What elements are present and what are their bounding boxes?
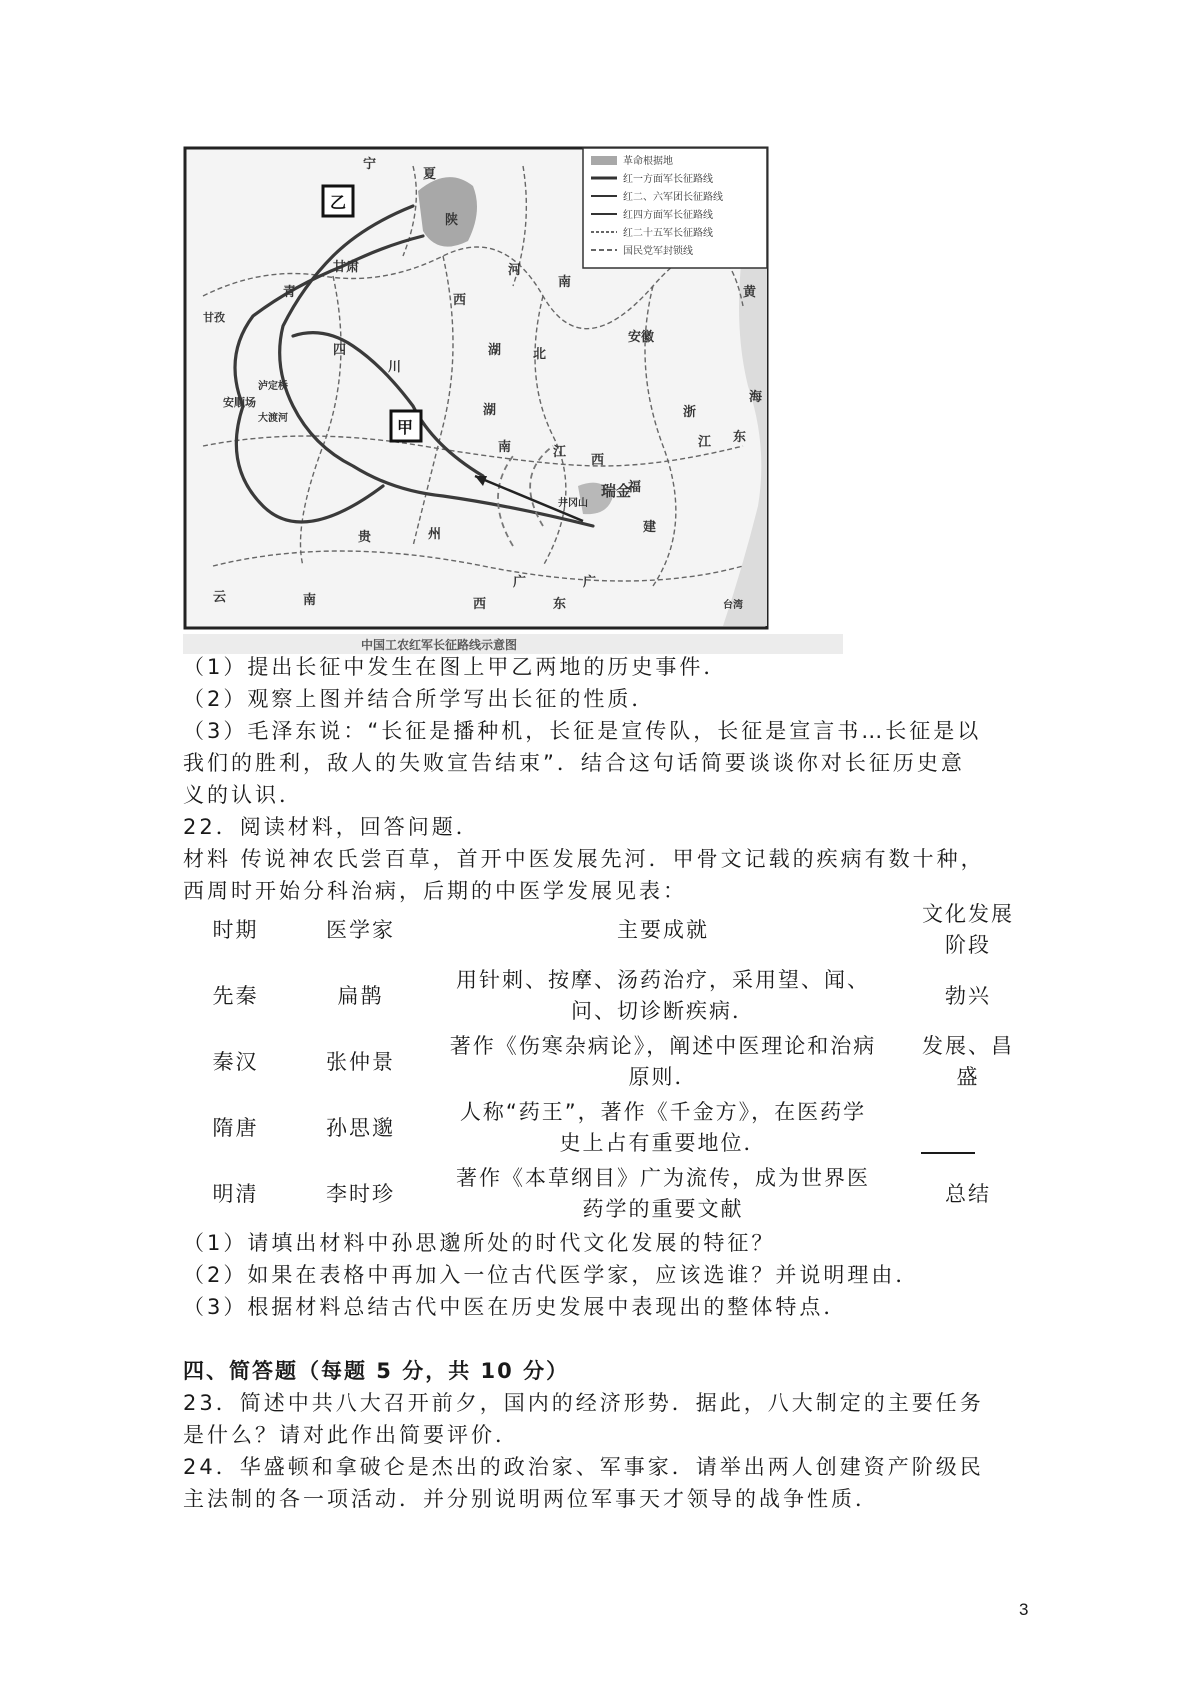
stage-line: 盛 xyxy=(956,1065,980,1089)
table-row xyxy=(183,1161,1043,1227)
place-label: 福 xyxy=(628,480,642,495)
place-label: 南 xyxy=(558,275,572,290)
achievement-line: 用针刺、按摩、汤药治疗，采用望、闻、 xyxy=(456,968,870,992)
place-label: 江 xyxy=(698,435,712,450)
legend-label: 红二、六军团长征路线 xyxy=(623,192,723,203)
place-label: 瑞金 xyxy=(601,482,632,500)
stage-line: 发展、昌 xyxy=(922,1034,1014,1058)
achievement-line: 著作《伤寒杂病论》，阐述中医理论和治病 xyxy=(449,1034,877,1058)
map-legend xyxy=(583,148,767,268)
place-label: 川 xyxy=(388,360,402,375)
q22-item-1: （1）请填出材料中孙思邈所处的时代文化发展的特征？ xyxy=(183,1231,776,1255)
achievement-line: 问、切诊断疾病． xyxy=(571,999,755,1023)
place-label: 安顺场 xyxy=(223,396,256,409)
map-caption: 中国工农红军长征路线示意图 xyxy=(361,638,518,652)
place-label: 西 xyxy=(591,453,605,468)
place-label: 黄 xyxy=(743,285,757,300)
place-label: 北 xyxy=(533,347,547,362)
header-stage xyxy=(893,897,1043,963)
medicine-table xyxy=(183,897,1043,1227)
q24-line2: 主法制的各一项活动．并分别说明两位军事天才领导的战争性质． xyxy=(183,1487,879,1511)
achievement-line: 著作《本草纲目》广为流传，成为世界医 xyxy=(456,1166,870,1190)
cell-stage xyxy=(893,1029,1043,1095)
cell-doctor: 李时珍 xyxy=(326,1181,395,1206)
q22-material-line2: 西周时开始分科治病，后期的中医学发展见表： xyxy=(183,879,687,903)
q23-line2: 是什么？请对此作出简要评价． xyxy=(183,1423,519,1447)
place-label: 宁 xyxy=(363,157,377,172)
table-row xyxy=(183,1095,1043,1161)
place-label: 江 xyxy=(553,445,567,460)
header-stage-line2: 阶段 xyxy=(945,933,991,957)
place-label: 浙 xyxy=(683,405,697,420)
cell-doctor: 扁鹊 xyxy=(337,983,384,1008)
q22-material-line1: 材料 传说神农氏尝百草，首开中医发展先河．甲骨文记载的疾病有数十种， xyxy=(183,847,985,871)
cell-period: 秦汉 xyxy=(212,1049,259,1074)
cell-achievement xyxy=(433,1095,893,1161)
place-label: 安徽 xyxy=(628,330,655,345)
marker-jia xyxy=(391,411,421,441)
legend-label: 革命根据地 xyxy=(623,156,673,167)
place-label: 青 xyxy=(283,285,297,300)
cell-period: 先秦 xyxy=(212,983,259,1008)
legend-label: 红二十五军长征路线 xyxy=(623,228,713,239)
achievement-line: 原则． xyxy=(628,1065,698,1089)
cell-period: 隋唐 xyxy=(212,1115,259,1140)
q21-item-3-line2: 我们的胜利，敌人的失败宣告结束”．结合这句话简要谈谈你对长征历史意 xyxy=(183,751,965,775)
place-label: 河 xyxy=(508,263,522,278)
place-label: 广 xyxy=(583,575,597,590)
legend-label: 红四方面军长征路线 xyxy=(623,210,713,221)
section4-heading: 四、简答题（每题 5 分，共 10 分） xyxy=(183,1359,570,1383)
cell-stage xyxy=(893,1095,1043,1161)
stage-line: 总结 xyxy=(945,1181,991,1206)
place-label: 湖 xyxy=(488,343,502,358)
place-label: 夏 xyxy=(423,167,437,182)
long-march-map xyxy=(183,146,843,656)
place-label: 东 xyxy=(733,430,747,445)
table-row xyxy=(183,963,1043,1029)
place-label: 广 xyxy=(513,575,527,590)
legend-label: 红一方面军长征路线 xyxy=(623,174,713,185)
q21-item-3-line3: 义的认识． xyxy=(183,783,303,807)
legend-label: 国民党军封锁线 xyxy=(623,246,693,257)
place-label: 西 xyxy=(473,597,487,612)
cell-stage xyxy=(893,963,1043,1029)
q22-title: 22．阅读材料，回答问题． xyxy=(183,815,480,839)
marker-jia-label: 甲 xyxy=(397,418,414,437)
header-doctor: 医学家 xyxy=(326,917,395,942)
achievement-line: 药学的重要文献 xyxy=(582,1197,744,1221)
place-label: 州 xyxy=(428,527,442,542)
place-label: 贵 xyxy=(358,530,372,545)
header-achievement: 主要成就 xyxy=(617,917,709,942)
cell-stage xyxy=(893,1161,1043,1227)
base-area-shaanbei xyxy=(418,177,477,247)
q23-line1: 23．简述中共八大召开前夕，国内的经济形势．据此，八大制定的主要任务 xyxy=(183,1391,984,1415)
table-header-row xyxy=(183,897,1043,963)
q24-line1: 24．华盛顿和拿破仑是杰出的政治家、军事家．请举出两人创建资产阶级民 xyxy=(183,1455,984,1479)
place-label: 泸定桥 xyxy=(258,381,288,392)
place-label: 建 xyxy=(643,520,657,535)
q22-item-3: （3）根据材料总结古代中医在历史发展中表现出的整体特点． xyxy=(183,1295,848,1319)
achievement-line: 史上占有重要地位． xyxy=(559,1131,767,1155)
place-label: 海 xyxy=(749,390,763,405)
place-label: 大渡河 xyxy=(258,413,288,424)
place-label: 南 xyxy=(303,593,317,608)
marker-yi xyxy=(323,186,353,216)
q21-item-2: （2）观察上图并结合所学写出长征的性质． xyxy=(183,687,656,711)
q21-item-3-line1: （3）毛泽东说：“长征是播种机，长征是宣传队，长征是宣言书…长征是以 xyxy=(183,719,982,743)
map-svg xyxy=(183,146,843,656)
q22-item-2: （2）如果在表格中再加入一位古代医学家，应该选谁？并说明理由． xyxy=(183,1263,920,1287)
cell-achievement xyxy=(433,1161,893,1227)
place-label: 东 xyxy=(553,597,567,612)
blank-dash xyxy=(921,1152,975,1154)
cell-doctor: 孙思邈 xyxy=(326,1115,395,1140)
achievement-line: 人称“药王”，著作《千金方》，在医药学 xyxy=(459,1100,867,1124)
cell-doctor: 张仲景 xyxy=(326,1049,395,1074)
place-label: 甘孜 xyxy=(203,311,225,324)
place-label: 台湾 xyxy=(723,600,743,611)
cell-achievement xyxy=(433,1029,893,1095)
q21-item-1: （1）提出长征中发生在图上甲乙两地的历史事件． xyxy=(183,655,728,679)
place-label: 云 xyxy=(213,590,227,605)
page-number: 3 xyxy=(1019,1600,1029,1619)
stage-line: 勃兴 xyxy=(945,983,991,1008)
header-stage-line1: 文化发展 xyxy=(922,902,1014,926)
place-label: 南 xyxy=(498,440,512,455)
cell-period: 明清 xyxy=(212,1181,259,1206)
marker-yi-label: 乙 xyxy=(330,193,347,212)
place-label: 甘肃 xyxy=(333,260,360,275)
place-label: 湖 xyxy=(483,403,497,418)
cell-achievement xyxy=(433,963,893,1029)
header-period: 时期 xyxy=(212,917,259,942)
place-label: 井冈山 xyxy=(558,498,588,509)
place-label: 陕 xyxy=(445,213,459,228)
place-label: 四 xyxy=(333,343,347,358)
place-label: 西 xyxy=(453,293,467,308)
table-row xyxy=(183,1029,1043,1095)
